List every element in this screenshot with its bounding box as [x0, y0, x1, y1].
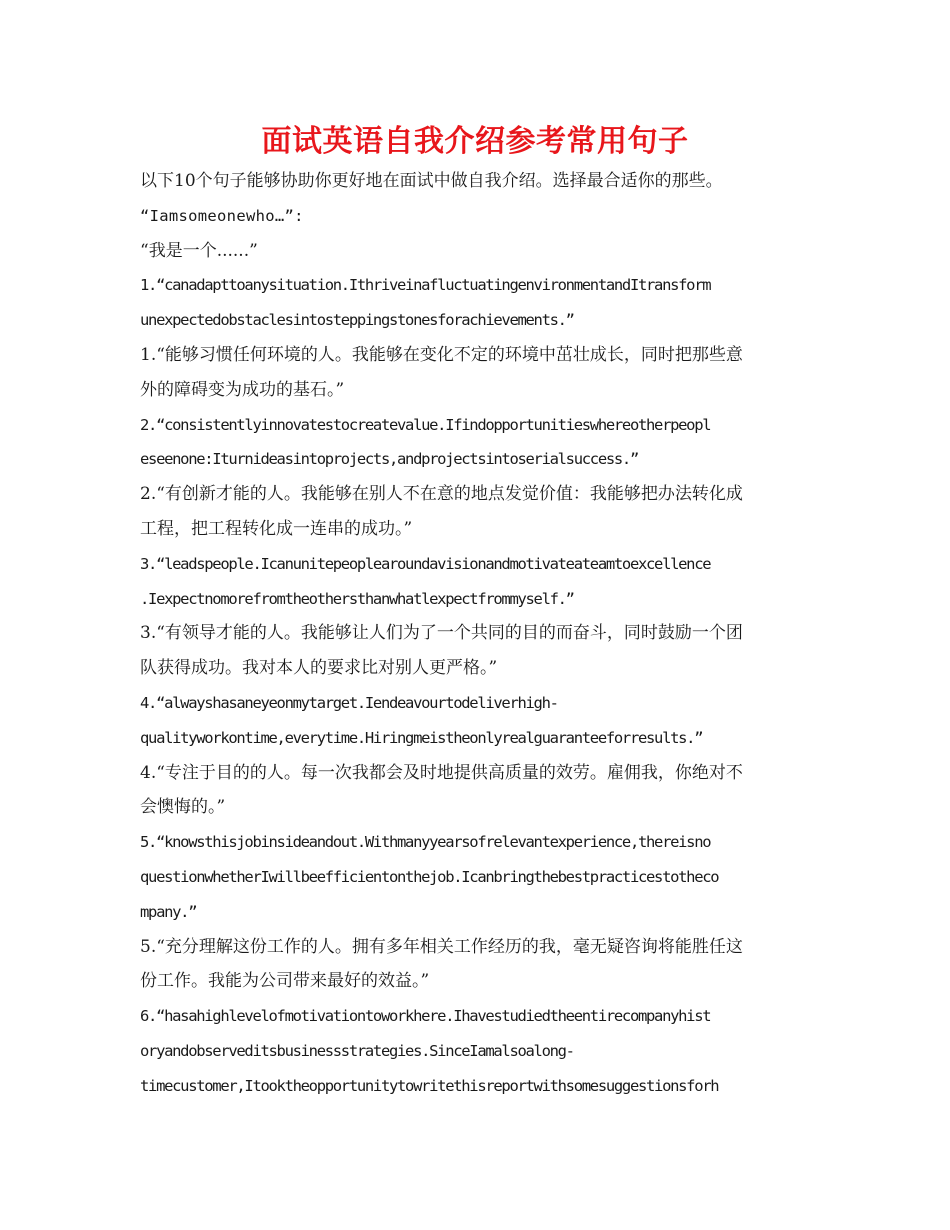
sentence-4-zh-line-1: 4.“专注于目的的人。每一次我都会及时地提供高质量的效劳。雇佣我，你绝对不 [140, 762, 743, 783]
sentence-1-zh-line-2: 外的障碍变为成功的基石。” [140, 379, 345, 400]
sentence-5-en-line-1: 5.“knowsthisjobinsideandout.Withmanyyearsofrelevantexperience,thereisno [140, 833, 711, 852]
sentence-1-zh-line-1: 1.“能够习惯任何环境的人。我能够在变化不定的环境中茁壮成长，同时把那些意 [140, 344, 743, 365]
sentence-6-en-line-3: timecustomer,Itooktheopportunitytowritethisreportwithsomesuggestionsforh [140, 1076, 719, 1095]
document-body [140, 164, 812, 1104]
sentence-2-zh-line-1: 2.“有创新才能的人。我能够在别人不在意的地点发觉价值：我能够把办法转化成 [140, 484, 743, 505]
sentence-4-zh-line-2: 会懊悔的。” [140, 797, 226, 818]
sentence-6-en-line-2: oryandobserveditsbusinessstrategies.SinceIamalsoalong- [140, 1041, 574, 1060]
sentence-2-en-line-2: eseenone:Iturnideasintoprojects,andprojectsintoserialsuccess.” [140, 450, 638, 469]
sentence-4-en-line-1: 4.“alwayshasaneyeonmytarget.Iendeavourtodeliverhigh- [140, 693, 558, 712]
sentence-5-zh-line-1: 5.“充分理解这份工作的人。拥有多年相关工作经历的我，毫无疑咨询将能胜任这 [140, 936, 743, 957]
sentence-6-en-line-1: 6.“hasahighlevelofmotivationtoworkhere.Ihavestudiedtheentirecompanyhist [140, 1007, 711, 1026]
sentence-3-zh-line-2: 队获得成功。我对本人的要求比对别人更严格。” [140, 658, 498, 679]
template-prompt-en: “Iamsomeonewho…”: [140, 206, 304, 225]
intro-line: 以下10个句子能够协助你更好地在面试中做自我介绍。选择最合适你的那些。 [140, 171, 723, 191]
sentence-4-en-line-2: qualityworkontime,everytime.Hiringmeistheonlyrealguaranteeforresults.” [140, 728, 703, 747]
sentence-2-zh-line-2: 工程，把工程转化成一连串的成功。” [140, 518, 413, 539]
sentence-5-zh-line-2: 份工作。我能为公司带来最好的效益。” [140, 971, 430, 992]
document-title: 面试英语自我介绍参考常用句子 [261, 124, 689, 159]
sentence-3-en-line-2: .Iexpectnomorefromtheothersthanwhatlexpectfrommyself.” [140, 589, 574, 608]
sentence-5-en-line-2: questionwhetherIwillbeefficientonthejob.Icanbringthebestpracticestotheco [140, 867, 719, 886]
sentence-5-en-line-3: mpany.” [140, 902, 197, 921]
sentence-3-en-line-1: 3.“leadspeople.Icanunitepeoplearoundavisionandmotivateateamtoexcellence [140, 554, 711, 573]
sentence-1-en-line-1: 1.“canadapttoanysituation.IthriveinafluctuatingenvironmentandItransform [140, 276, 711, 295]
sentence-3-zh-line-1: 3.“有领导才能的人。我能够让人们为了一个共同的目的而奋斗，同时鼓励一个团 [140, 623, 743, 644]
sentence-1-en-line-2: unexpectedobstaclesintosteppingstonesforachievements.” [140, 311, 574, 330]
sentence-2-en-line-1: 2.“consistentlyinnovatestocreatevalue.Ifindopportunitieswhereotherpeopl [140, 415, 711, 434]
template-prompt-zh: “我是一个......” [140, 240, 258, 261]
